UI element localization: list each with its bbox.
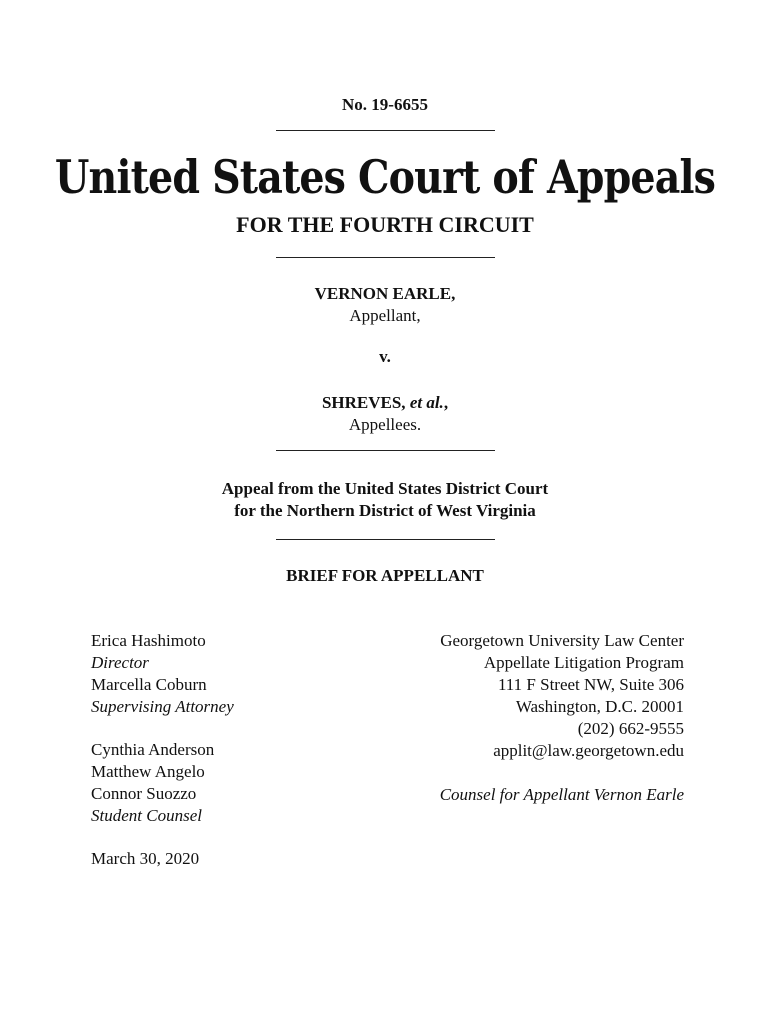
divider-rule bbox=[276, 450, 495, 451]
director-title: Director bbox=[91, 653, 149, 672]
appellee-role: Appellees. bbox=[348, 415, 422, 434]
counsel-for: Counsel for Appellant Vernon Earle bbox=[439, 785, 684, 804]
students-title: Student Counsel bbox=[91, 806, 202, 825]
brief-title: BRIEF FOR APPELLANT bbox=[286, 566, 484, 585]
appeal-from bbox=[0, 478, 770, 522]
appellee-block bbox=[0, 392, 770, 436]
case-number: No. 19-6655 bbox=[342, 95, 428, 114]
spacer bbox=[91, 827, 234, 848]
city-address: Washington, D.C. 20001 bbox=[515, 697, 684, 716]
appellee-name-suffix: et al. bbox=[409, 393, 444, 412]
appellant-name: VERNON EARLE, bbox=[314, 284, 456, 303]
student-name: Matthew Angelo bbox=[91, 762, 205, 781]
spacer bbox=[440, 762, 684, 784]
email-address: applit@law.georgetown.edu bbox=[493, 741, 684, 760]
supervisor-name: Marcella Coburn bbox=[91, 675, 207, 694]
program-name: Appellate Litigation Program bbox=[483, 653, 684, 672]
divider-rule bbox=[276, 130, 495, 131]
student-name: Cynthia Anderson bbox=[91, 740, 215, 759]
street-address: 111 F Street NW, Suite 306 bbox=[497, 675, 684, 694]
appellant-role: Appellant, bbox=[349, 306, 421, 325]
counsel-right-column bbox=[440, 630, 684, 806]
appellee-name-line bbox=[0, 392, 770, 414]
divider-rule bbox=[276, 257, 495, 258]
filing-date: March 30, 2020 bbox=[91, 849, 200, 868]
spacer bbox=[91, 718, 234, 739]
student-name: Connor Suozzo bbox=[91, 784, 197, 803]
court-circuit: FOR THE FOURTH CIRCUIT bbox=[236, 212, 534, 237]
counsel-left-column bbox=[91, 630, 234, 870]
appeal-from-line1: Appeal from the United States District Court bbox=[221, 479, 549, 498]
court-name: United States Court of Appeals bbox=[54, 150, 716, 204]
institution-name: Georgetown University Law Center bbox=[440, 631, 684, 650]
director-name: Erica Hashimoto bbox=[91, 631, 206, 650]
versus-label: v. bbox=[379, 347, 391, 366]
phone-number: (202) 662-9555 bbox=[577, 719, 684, 738]
appeal-from-line2: for the Northern District of West Virginia bbox=[234, 501, 536, 520]
appellee-name-trail: , bbox=[443, 393, 449, 412]
divider-rule bbox=[276, 539, 495, 540]
supervisor-title: Supervising Attorney bbox=[91, 697, 234, 716]
appellant-block bbox=[0, 283, 770, 327]
appellee-name: SHREVES, bbox=[321, 393, 406, 412]
